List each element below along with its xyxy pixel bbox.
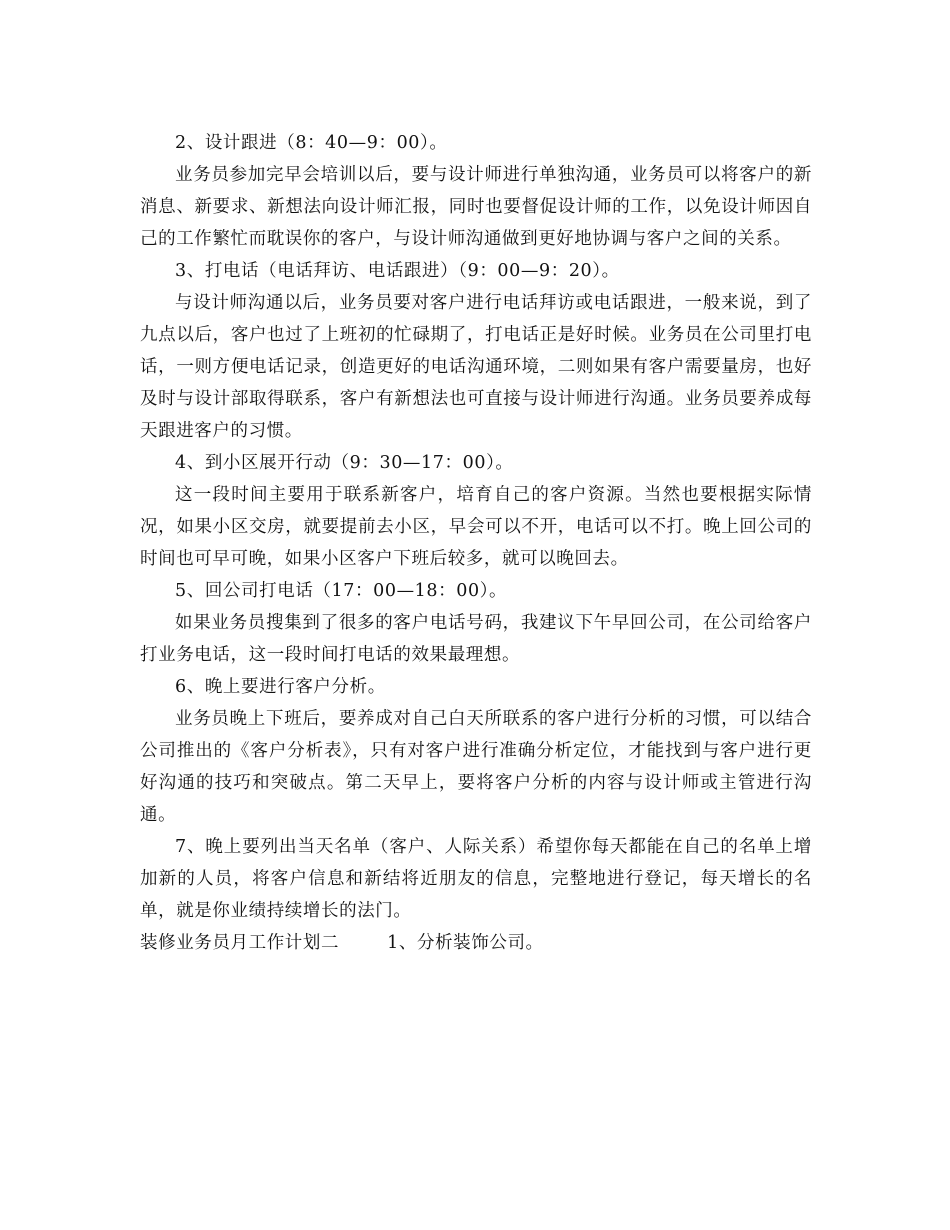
plan-title: 装修业务员月工作计划二 — [140, 933, 340, 953]
section-heading-2: 2、设计跟进（8：40—9：00）。 — [175, 133, 448, 153]
document-body — [140, 127, 812, 959]
section-heading-3: 3、打电话（电话拜访、电话跟进）（9：00—9：20）。 — [175, 261, 620, 281]
plan-first-item: 1、分析装饰公司。 — [387, 933, 544, 953]
paragraph-design-followup: 业务员参加完早会培训以后，要与设计师进行单独沟通，业务员可以将客户的新消息、新要求、新想法向设计师汇报，同时也要督促设计师的工作，以免设计师因自己的工作繁忙而耽误你的客户，与设计师沟通做到更好地协调与客户之间的关系。 — [140, 165, 812, 249]
paragraph-name-list: 7、晚上要列出当天名单（客户、人际关系）希望你每天都能在自己的名单上增加新的人员，将客户信息和新结将近朋友的信息，完整地进行登记，每天增长的名单，就是你业绩持续增长的法门。 — [140, 837, 812, 921]
section-heading-6: 6、晚上要进行客户分析。 — [175, 677, 386, 697]
paragraph-customer-analysis: 业务员晚上下班后，要养成对自己白天所联系的客户进行分析的习惯，可以结合公司推出的《客户分析表》，只有对客户进行准确分析定位，才能找到与客户进行更好沟通的技巧和突破点。第二天早上，要将客户分析的内容与设计师或主管进行沟通。 — [140, 709, 812, 825]
plan-title-line — [140, 927, 812, 959]
paragraph-office-calls: 如果业务员搜集到了很多的客户电话号码，我建议下午早回公司，在公司给客户打业务电话，这一段时间打电话的效果最理想。 — [140, 613, 812, 665]
section-heading-5: 5、回公司打电话（17：00—18：00）。 — [175, 581, 508, 601]
paragraph-community-action: 这一段时间主要用于联系新客户，培育自己的客户资源。当然也要根据实际情况，如果小区交房，就要提前去小区，早会可以不开，电话可以不打。晚上回公司的时间也可早可晚，如果小区客户下班后较多，就可以晚回去。 — [140, 485, 812, 569]
section-heading-4: 4、到小区展开行动（9：30—17：00）。 — [175, 453, 514, 473]
paragraph-phone-calls: 与设计师沟通以后，业务员要对客户进行电话拜访或电话跟进，一般来说，到了九点以后，客户也过了上班初的忙碌期了，打电话正是好时候。业务员在公司里打电话，一则方便电话记录，创造更好的电话沟通环境，二则如果有客户需要量房，也好及时与设计部取得联系，客户有新想法也可直接与设计师进行沟通。业务员要养成每天跟进客户的习惯。 — [140, 293, 812, 441]
